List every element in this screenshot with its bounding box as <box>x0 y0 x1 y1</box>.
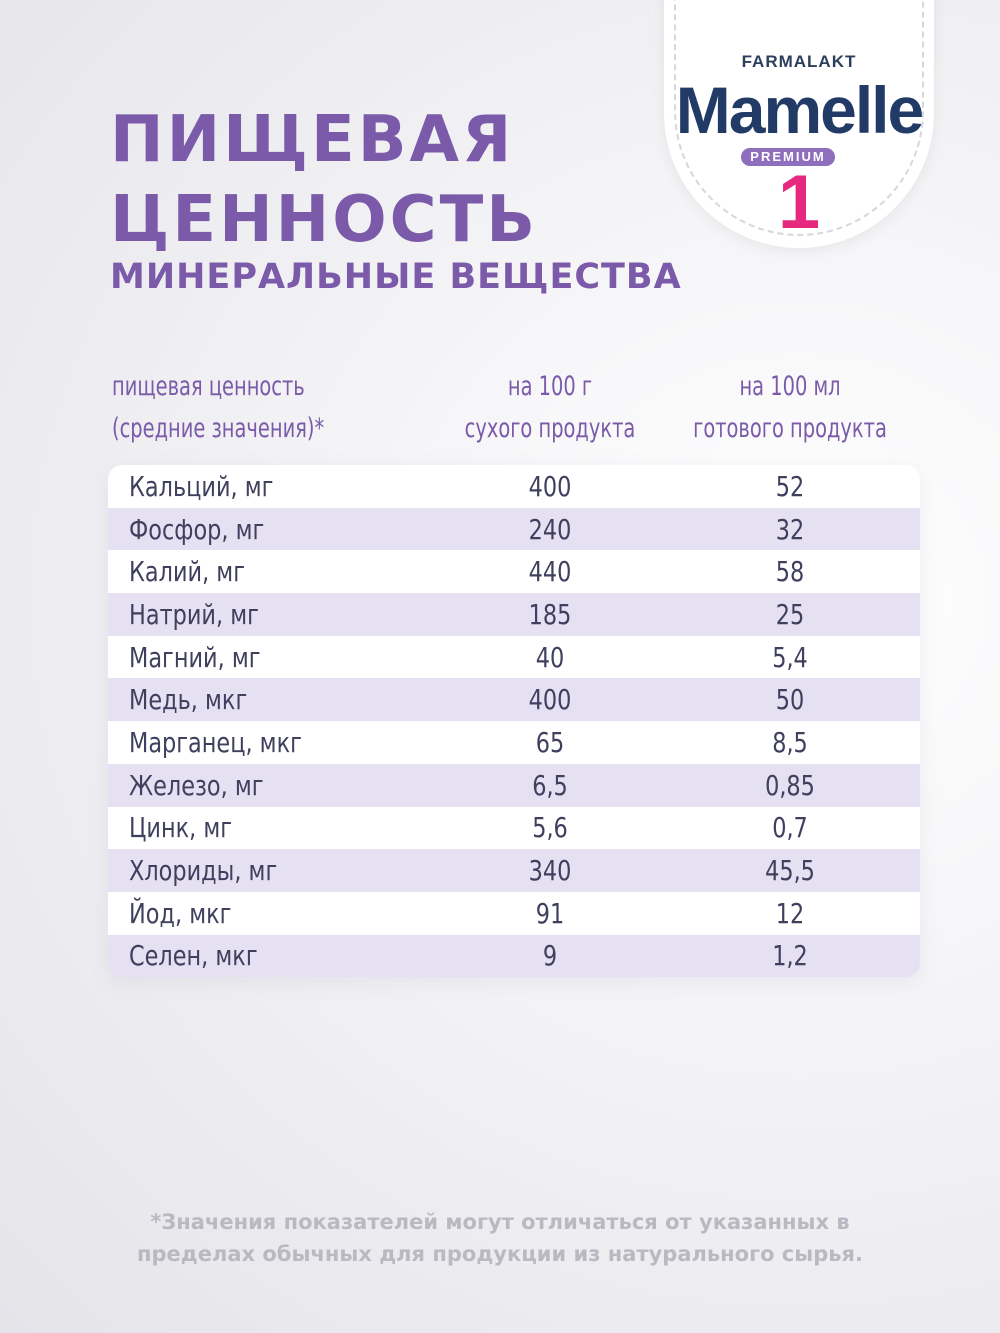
cell-per-100ml: 12 <box>775 896 805 930</box>
cell-per-100g: 91 <box>535 896 565 930</box>
cell-nutrient: Йод, мкг <box>129 896 232 930</box>
cell-per-100ml: 58 <box>775 555 805 589</box>
cell-per-100g: 65 <box>535 725 565 759</box>
cell-per-100ml: 32 <box>775 512 805 546</box>
logo-premium-pill: PREMIUM <box>741 148 835 166</box>
cell-nutrient: Кальций, мг <box>129 469 274 503</box>
minerals-table <box>108 465 920 977</box>
page-subtitle: МИНЕРАЛЬНЫЕ ВЕЩЕСТВА <box>110 257 682 297</box>
cell-per-100g: 440 <box>528 555 572 589</box>
cell-per-100ml: 52 <box>775 469 805 503</box>
cell-nutrient: Селен, мкг <box>129 939 258 973</box>
cell-nutrient: Хлориды, мг <box>129 854 278 888</box>
cell-per-100g: 6,5 <box>532 768 568 802</box>
header-nutrient-line-1: пищевая ценность <box>112 371 305 402</box>
cell-per-100ml: 50 <box>775 683 805 717</box>
cell-per-100ml: 5,4 <box>772 640 808 674</box>
table-row <box>108 508 920 551</box>
table-row <box>108 892 920 935</box>
header-ready-line-1: на 100 мл <box>739 371 841 402</box>
header-ready-line-2: готового продукта <box>693 413 887 444</box>
cell-per-100g: 185 <box>528 597 572 631</box>
table-row <box>108 935 920 978</box>
cell-per-100ml: 45,5 <box>765 854 815 888</box>
header-nutrient <box>112 366 324 450</box>
table-row <box>108 636 920 679</box>
cell-nutrient: Марганец, мкг <box>129 725 302 759</box>
cell-per-100ml: 1,2 <box>772 939 808 973</box>
cell-per-100ml: 0,7 <box>772 811 808 845</box>
cell-per-100ml: 0,85 <box>765 768 815 802</box>
table-row <box>108 849 920 892</box>
cell-nutrient: Медь, мкг <box>129 683 248 717</box>
cell-per-100g: 340 <box>528 854 572 888</box>
cell-per-100g: 40 <box>535 640 565 674</box>
header-dry <box>430 366 670 450</box>
title-line-2: ЦЕННОСТЬ <box>110 183 539 257</box>
title-line-1: ПИЩЕВАЯ <box>110 103 515 177</box>
footnote-line-1: *Значения показателей могут отличаться от указанных в <box>150 1210 850 1234</box>
table-row <box>108 465 920 508</box>
header-ready <box>670 366 910 450</box>
logo-product-name: Mamelle <box>675 73 923 147</box>
footnote-line-2: пределах обычных для продукции из натурального сырья. <box>136 1242 864 1266</box>
cell-per-100g: 400 <box>528 469 572 503</box>
logo-stage-number: 1 <box>777 160 821 245</box>
footnote <box>100 1206 900 1270</box>
cell-nutrient: Натрий, мг <box>129 597 259 631</box>
logo-brand: FARMALAKT <box>741 52 857 71</box>
header-nutrient-line-2: (средние значения)* <box>112 413 325 444</box>
table-row <box>108 593 920 636</box>
table-row <box>108 764 920 807</box>
cell-per-100ml: 8,5 <box>772 725 808 759</box>
cell-per-100g: 400 <box>528 683 572 717</box>
cell-nutrient: Магний, мг <box>129 640 261 674</box>
header-dry-line-1: на 100 г <box>507 371 593 402</box>
cell-per-100g: 9 <box>542 939 558 973</box>
cell-nutrient: Цинк, мг <box>129 811 233 845</box>
cell-nutrient: Фосфор, мг <box>129 512 265 546</box>
cell-nutrient: Железо, мг <box>129 768 264 802</box>
page-title <box>110 100 538 260</box>
table-row <box>108 721 920 764</box>
table-row <box>108 550 920 593</box>
table-row <box>108 678 920 721</box>
table-row <box>108 807 920 850</box>
cell-per-100g: 5,6 <box>532 811 568 845</box>
cell-nutrient: Калий, мг <box>129 555 245 589</box>
cell-per-100ml: 25 <box>775 597 805 631</box>
cell-per-100g: 240 <box>528 512 572 546</box>
header-dry-line-2: сухого продукта <box>464 413 636 444</box>
